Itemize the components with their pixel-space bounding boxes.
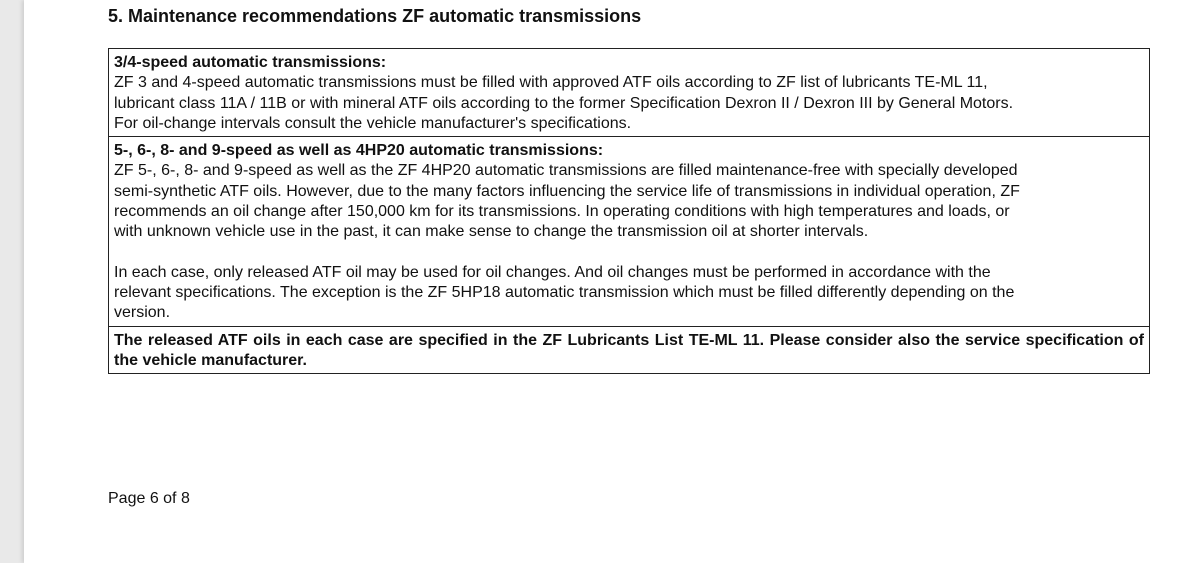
section-paragraph: In each case, only released ATF oil may be used for oil changes. And oil changes must be performed in accordance with the relevant specifications. The exception is the ZF 5HP18 automatic transmission which must be filled differently depending on the version.: [114, 263, 1015, 322]
section-paragraph: ZF 3 and 4-speed automatic transmissions must be filled with approved ATF oils according to ZF list of lubricants TE-ML 11, lubricant class 11A / 11B or with mineral ATF oils according to the former Specification Dexron II / Dexron III by General Motors. For oil-change intervals consult the vehicle manufacturer's specifications.: [114, 74, 1014, 132]
section-title: 5-, 6-, 8- and 9-speed as well as 4HP20 automatic transmissions:: [114, 142, 604, 160]
document-page: [24, 0, 1200, 563]
section-heading: 5. Maintenance recommendations ZF automatic transmissions: [108, 6, 642, 26]
page-number: Page 6 of 8: [108, 490, 190, 507]
section-title: 3/4-speed automatic transmissions:: [114, 54, 387, 71]
recommendations-table: [108, 48, 1150, 374]
paragraph-spacer: [114, 243, 1144, 263]
released-oils-note: The released ATF oils in each case are specified in the ZF Lubricants List TE-ML 11. Please consider also the service specification of the vehicle manufacturer.: [114, 331, 1144, 369]
section-paragraph: ZF 5-, 6-, 8- and 9-speed as well as the ZF 4HP20 automatic transmissions are filled maintenance-free with specially developed semi-synthetic ATF oils. However, due to the many factors influencing the service life of transmissions in individual operation, ZF recommends an oil change after 150,000 km for its transmissions. In operating conditions with high temperatures and loads, or with unknown vehicle use in the past, it can make sense to change the transmission oil at shorter intervals.: [114, 162, 1020, 241]
section-3-4-speed: [109, 49, 1149, 137]
section-5-6-8-9-speed: [109, 137, 1149, 326]
